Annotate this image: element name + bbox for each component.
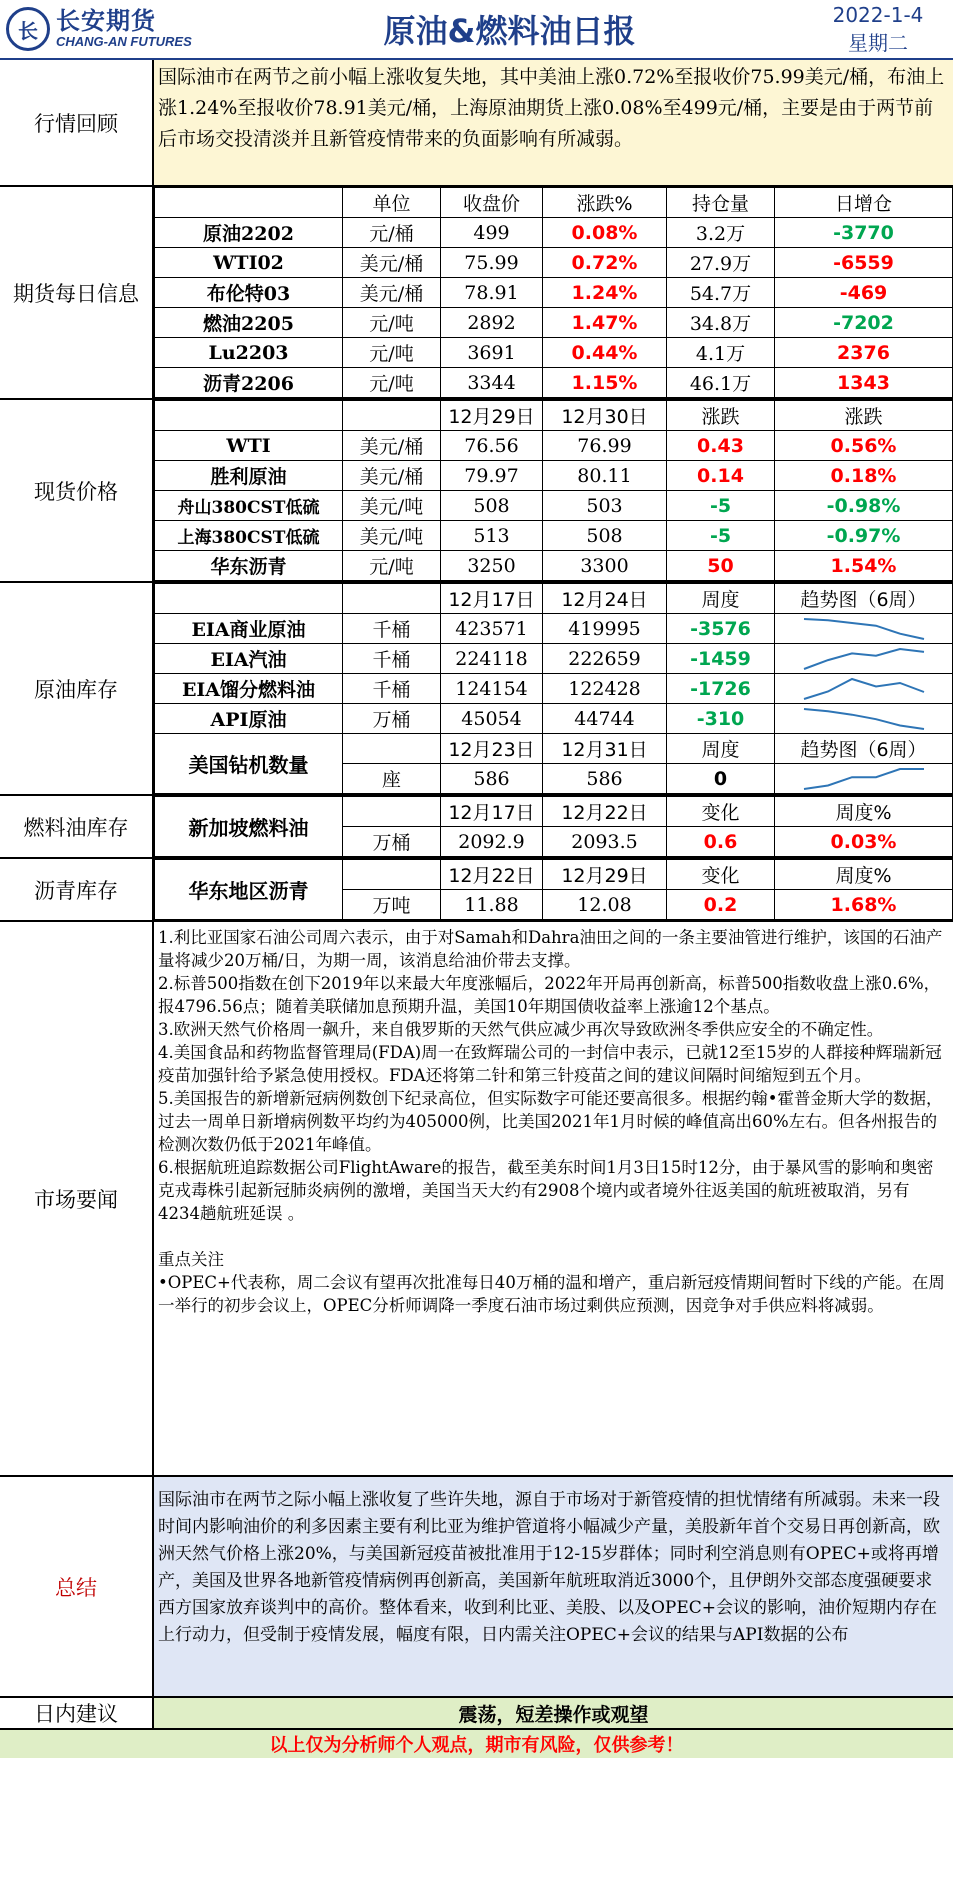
crude-inventory-table	[154, 583, 953, 794]
close-price: 2892	[441, 308, 543, 338]
header-cell: 单位	[343, 188, 441, 218]
asphalt-inventory-section	[0, 859, 953, 922]
change-pct: 1.15%	[543, 368, 667, 398]
logo-emblem-icon: 长	[6, 7, 50, 51]
crude-inventory-section	[0, 583, 953, 796]
spot-price-label: 现货价格	[0, 400, 154, 581]
intraday-advice-text: 震荡，短差操作或观望	[154, 1698, 953, 1728]
daily-oi-change: -3770	[775, 218, 953, 248]
header-cell: 变化	[667, 860, 775, 890]
news-item: 6.根据航班追踪数据公司FlightAware的报告，截至美东时间1月3日15时12分，由于暴风雪的影响和奥密克戎毒株引起新冠肺炎病例的激增，美国当天大约有2908个境内或者境外往返美国的航班被取消，另有4234趟航班延误 。	[158, 1158, 934, 1223]
futures-label: 期货每日信息	[0, 187, 154, 398]
inventory-name: EIA商业原油	[155, 614, 343, 644]
inventory-name: API原油	[155, 704, 343, 734]
price-day2: 503	[543, 491, 667, 521]
weekly-change-pct: 1.68%	[775, 890, 953, 920]
daily-oi-change: -469	[775, 278, 953, 308]
unit-cell: 万桶	[343, 827, 441, 857]
header-cell: 12月17日	[441, 584, 543, 614]
contract-name: Lu2203	[155, 338, 343, 368]
fuel-oil-name: 新加坡燃料油	[155, 797, 343, 857]
news-item: 1.利比亚国家石油公司周六表示，由于对Samah和Dahra油田之间的一条主要油管进行维护，该国的石油产量将减少20万桶/日，为期一周，该消息给油价带去支撑。	[158, 928, 943, 970]
change-pct: 1.54%	[775, 551, 953, 581]
value-week1: 124154	[441, 674, 543, 704]
weekly-change: -3576	[667, 614, 775, 644]
weekly-change: 0	[667, 764, 775, 794]
spot-name: 胜利原油	[155, 461, 343, 491]
trend-sparkline	[775, 614, 953, 644]
empty-header-cell	[343, 401, 441, 431]
sparkline-series-line	[804, 679, 924, 699]
news-item: 4.美国食品和药物监督管理局(FDA)周一在致辉瑞公司的一封信中表示，已就12至15岁的人群接种辉瑞新冠疫苗加强针给予紧急使用授权。FDA还将第二针和第三针疫苗之间的建议间隔时间缩短到五个月。	[158, 1043, 942, 1085]
spot-name: 舟山380CST低硫	[155, 491, 343, 521]
price-day1: 513	[441, 521, 543, 551]
change-pct: 1.24%	[543, 278, 667, 308]
header-cell: 12月24日	[543, 584, 667, 614]
logo-english-name: CHANG-AN FUTURES	[56, 34, 192, 49]
change-value: -5	[667, 491, 775, 521]
inventory-name: EIA馏分燃料油	[155, 674, 343, 704]
price-day2: 76.99	[543, 431, 667, 461]
open-interest: 4.1万	[667, 338, 775, 368]
unit-cell: 美元/桶	[343, 431, 441, 461]
change-pct: 0.72%	[543, 248, 667, 278]
table-row	[155, 521, 953, 551]
unit-cell: 千桶	[343, 644, 441, 674]
value-week2: 12.08	[543, 890, 667, 920]
daily-oi-change: -6559	[775, 248, 953, 278]
market-review-text: 国际油市在两节之前小幅上涨收复失地，其中美油上涨0.72%至报收价75.99美元/桶，布油上涨1.24%至报收价78.91美元/桶，上海原油期货上涨0.08%至499元/桶，主要是由于两节前后市场交投清淡并且新管疫情带来的负面影响有所减弱。	[154, 60, 953, 185]
spot-name: 上海380CST低硫	[155, 521, 343, 551]
contract-name: 布伦特03	[155, 278, 343, 308]
news-item: 3.欧洲天然气价格周一飙升，来自俄罗斯的天然气供应减少再次导致欧洲冬季供应安全的不确定性。	[158, 1020, 884, 1039]
header-cell: 涨跌%	[543, 188, 667, 218]
weekly-change: 0.2	[667, 890, 775, 920]
open-interest: 34.8万	[667, 308, 775, 338]
fuel-header-row	[155, 797, 953, 827]
price-day2: 508	[543, 521, 667, 551]
table-row	[155, 218, 953, 248]
header-cell: 变化	[667, 797, 775, 827]
futures-header-row	[155, 188, 953, 218]
close-price: 3344	[441, 368, 543, 398]
price-day2: 80.11	[543, 461, 667, 491]
price-day2: 3300	[543, 551, 667, 581]
open-interest: 46.1万	[667, 368, 775, 398]
empty-header-cell	[343, 797, 441, 827]
focus-text: •OPEC+代表称，周二会议有望再次批准每日40万桶的温和增产，重启新冠疫情期间暂时下线的产能。在周一举行的初步会议上，OPEC分析师调降一季度石油市场过剩供应预测，因竞争对手供应料将减弱。	[158, 1273, 945, 1315]
trend-sparkline	[775, 644, 953, 674]
unit-cell: 元/吨	[343, 338, 441, 368]
value-week2: 2093.5	[543, 827, 667, 857]
unit-cell: 美元/桶	[343, 278, 441, 308]
contract-name: 原油2202	[155, 218, 343, 248]
unit-cell: 座	[343, 764, 441, 794]
table-row	[155, 491, 953, 521]
contract-name: 沥青2206	[155, 368, 343, 398]
change-pct: 1.47%	[543, 308, 667, 338]
asphalt-header-row	[155, 860, 953, 890]
spot-name: WTI	[155, 431, 343, 461]
logo-chinese-name: 长安期货	[56, 7, 156, 35]
report-header	[0, 0, 953, 60]
value-week1: 11.88	[441, 890, 543, 920]
table-row	[155, 461, 953, 491]
value-week1: 2092.9	[441, 827, 543, 857]
asphalt-inventory-label: 沥青库存	[0, 859, 154, 920]
header-cell: 12月29日	[543, 860, 667, 890]
change-value: 0.43	[667, 431, 775, 461]
table-row	[155, 278, 953, 308]
summary-label: 总结	[0, 1477, 154, 1696]
trend-sparkline	[775, 674, 953, 704]
contract-name: WTI02	[155, 248, 343, 278]
header-cell: 12月29日	[441, 401, 543, 431]
empty-header-cell	[155, 188, 343, 218]
open-interest: 27.9万	[667, 248, 775, 278]
asphalt-inventory-table	[154, 859, 953, 920]
value-week2: 44744	[543, 704, 667, 734]
open-interest: 3.2万	[667, 218, 775, 248]
header-cell: 趋势图（6周）	[775, 734, 953, 764]
rig-count-name: 美国钻机数量	[155, 734, 343, 794]
summary-text: 国际油市在两节之际小幅上涨收复了些许失地，源自于市场对于新管疫情的担忧情绪有所减弱。未来一段时间内影响油价的利多因素主要有利比亚为维护管道将小幅减少产量，美股新年首个交易日再创新高，欧洲天然气价格上涨20%，与美国新冠疫苗被批准用于12-15岁群体；同时利空消息则有OPEC+或将再增产，美国及世界各地新管疫情病例再创新高，美国新年航班取消近3000个，且伊朗外交部态度强硬要求西方国家放弃谈判中的高价。整体看来，收到利比亚、美股、以及OPEC+会议的影响，油价短期内存在上行动力，但受制于疫情发展，幅度有限，日内需关注OPEC+会议的结果与API数据的公布	[154, 1477, 953, 1696]
spot-header-row	[155, 401, 953, 431]
spot-price-table	[154, 400, 953, 581]
spot-price-section	[0, 400, 953, 583]
change-pct: 0.08%	[543, 218, 667, 248]
news-item: 5.美国报告的新增新冠病例数创下纪录高位，但实际数字可能还要高很多。根据约翰•霍普金斯大学的数据，过去一周单日新增病例数平均约为405000例，比美国2021年1月时候的峰值高出60%左右。但各州报告的检测次数仍低于2021年峰值。	[158, 1089, 943, 1154]
change-pct: -0.98%	[775, 491, 953, 521]
intraday-advice-label: 日内建议	[0, 1698, 154, 1728]
empty-header-cell	[343, 584, 441, 614]
header-cell: 持仓量	[667, 188, 775, 218]
value-week1: 45054	[441, 704, 543, 734]
value-week1: 586	[441, 764, 543, 794]
change-value: -5	[667, 521, 775, 551]
sparkline-chart	[801, 616, 927, 642]
report-date	[803, 0, 953, 58]
sparkline-chart	[801, 646, 927, 672]
unit-cell: 万吨	[343, 890, 441, 920]
header-cell: 日增仓	[775, 188, 953, 218]
futures-table	[154, 187, 953, 398]
table-row	[155, 308, 953, 338]
value-week2: 419995	[543, 614, 667, 644]
price-day1: 3250	[441, 551, 543, 581]
market-news-section	[0, 922, 953, 1477]
header-cell: 周度%	[775, 797, 953, 827]
table-row	[155, 248, 953, 278]
change-value: 0.14	[667, 461, 775, 491]
unit-cell: 千桶	[343, 674, 441, 704]
change-pct: 0.18%	[775, 461, 953, 491]
empty-header-cell	[343, 734, 441, 764]
table-row	[155, 551, 953, 581]
unit-cell: 美元/吨	[343, 491, 441, 521]
crude-inventory-label: 原油库存	[0, 583, 154, 794]
empty-header-cell	[155, 584, 343, 614]
company-logo	[0, 0, 216, 58]
header-cell: 收盘价	[441, 188, 543, 218]
intraday-advice-row	[0, 1698, 953, 1730]
value-week2: 122428	[543, 674, 667, 704]
summary-section	[0, 1477, 953, 1698]
unit-cell: 美元/桶	[343, 461, 441, 491]
asphalt-name: 华东地区沥青	[155, 860, 343, 920]
sparkline-chart	[801, 706, 927, 732]
fuel-oil-inventory-label: 燃料油库存	[0, 796, 154, 857]
header-cell: 12月17日	[441, 797, 543, 827]
focus-title: 重点关注	[158, 1250, 224, 1269]
unit-cell: 千桶	[343, 614, 441, 644]
sparkline-series-line	[804, 709, 924, 729]
daily-oi-change: 1343	[775, 368, 953, 398]
news-item: 2.标普500指数在创下2019年以来最大年度涨幅后，2022年开局再创新高，标普500指数收盘上涨0.6%，报4796.56点；随着美联储加息预期升温，美国10年期国债收益率上涨逾12个基点。	[158, 974, 941, 1016]
change-pct: -0.97%	[775, 521, 953, 551]
date-text: 2022-1-4	[832, 3, 924, 27]
weekly-change: -1726	[667, 674, 775, 704]
sparkline-series-line	[804, 769, 924, 789]
open-interest: 54.7万	[667, 278, 775, 308]
unit-cell: 元/吨	[343, 368, 441, 398]
trend-sparkline	[775, 704, 953, 734]
spot-name: 华东沥青	[155, 551, 343, 581]
value-week2: 222659	[543, 644, 667, 674]
table-row	[155, 614, 953, 644]
unit-cell: 万桶	[343, 704, 441, 734]
header-cell: 12月30日	[543, 401, 667, 431]
disclaimer: 以上仅为分析师个人观点，期市有风险，仅供参考！	[0, 1730, 953, 1758]
sparkline-chart	[801, 676, 927, 702]
unit-cell: 美元/吨	[343, 521, 441, 551]
market-review-label: 行情回顾	[0, 60, 154, 185]
report-title: 原油&燃料油日报	[383, 12, 636, 50]
header-cell: 12月22日	[441, 860, 543, 890]
fuel-oil-inventory-table	[154, 796, 953, 857]
inventory-name: EIA汽油	[155, 644, 343, 674]
weekly-change: -1459	[667, 644, 775, 674]
value-week2: 586	[543, 764, 667, 794]
rig-header-row	[155, 734, 953, 764]
table-row	[155, 704, 953, 734]
table-row	[155, 431, 953, 461]
weekday-text: 星期二	[848, 31, 908, 55]
close-price: 499	[441, 218, 543, 248]
header-cell: 周度	[667, 734, 775, 764]
header-cell: 12月31日	[543, 734, 667, 764]
contract-name: 燃油2205	[155, 308, 343, 338]
weekly-change: -310	[667, 704, 775, 734]
unit-cell: 元/吨	[343, 551, 441, 581]
empty-header-cell	[155, 401, 343, 431]
market-news-body	[154, 922, 953, 1475]
fuel-oil-inventory-section	[0, 796, 953, 859]
unit-cell: 元/桶	[343, 218, 441, 248]
change-pct: 0.56%	[775, 431, 953, 461]
header-cell: 周度%	[775, 860, 953, 890]
weekly-change: 0.6	[667, 827, 775, 857]
empty-header-cell	[343, 860, 441, 890]
table-row	[155, 674, 953, 704]
market-news-label: 市场要闻	[0, 922, 154, 1475]
close-price: 75.99	[441, 248, 543, 278]
inventory-header-row	[155, 584, 953, 614]
futures-section	[0, 187, 953, 400]
table-row	[155, 368, 953, 398]
price-day1: 76.56	[441, 431, 543, 461]
close-price: 78.91	[441, 278, 543, 308]
sparkline-chart	[801, 766, 927, 792]
weekly-change-pct: 0.03%	[775, 827, 953, 857]
header-cell: 涨跌	[775, 401, 953, 431]
daily-oi-change: -7202	[775, 308, 953, 338]
header-cell: 涨跌	[667, 401, 775, 431]
table-row	[155, 338, 953, 368]
trend-sparkline	[775, 764, 953, 794]
header-cell: 周度	[667, 584, 775, 614]
price-day1: 508	[441, 491, 543, 521]
unit-cell: 元/吨	[343, 308, 441, 338]
header-cell: 趋势图（6周）	[775, 584, 953, 614]
change-value: 50	[667, 551, 775, 581]
sparkline-series-line	[804, 649, 924, 669]
daily-oi-change: 2376	[775, 338, 953, 368]
table-row	[155, 644, 953, 674]
close-price: 3691	[441, 338, 543, 368]
header-cell: 12月22日	[543, 797, 667, 827]
change-pct: 0.44%	[543, 338, 667, 368]
header-cell: 12月23日	[441, 734, 543, 764]
value-week1: 423571	[441, 614, 543, 644]
value-week1: 224118	[441, 644, 543, 674]
sparkline-series-line	[804, 619, 924, 639]
unit-cell: 美元/桶	[343, 248, 441, 278]
market-review-section	[0, 60, 953, 187]
price-day1: 79.97	[441, 461, 543, 491]
